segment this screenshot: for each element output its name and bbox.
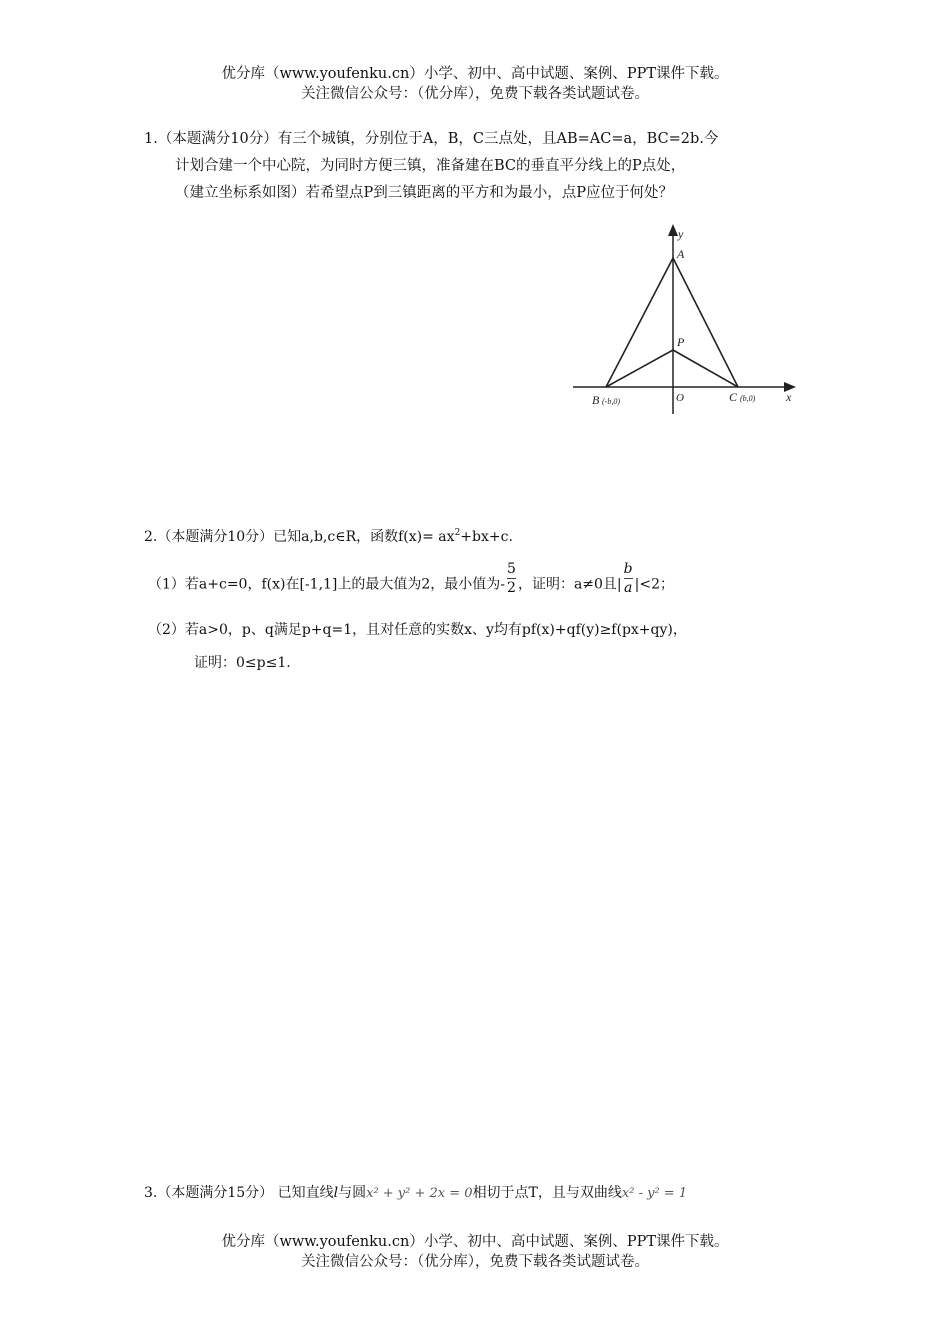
- y-axis-arrow: [668, 224, 678, 236]
- q3-text-a: 3.（本题满分15分） 已知直线: [144, 1185, 334, 1201]
- q2-part1-text-b: ，证明：a≠0且|: [517, 576, 622, 593]
- coordinate-figure: [568, 220, 800, 420]
- fraction-five-halves: [507, 560, 516, 597]
- q2-part1-text-a: （1）若a+c=0，f(x)在[-1,1]上的最大值为2，最小值为-: [148, 576, 506, 593]
- q2-part1-text-c: |<2；: [634, 576, 674, 593]
- fraction-b-over-a: [624, 560, 633, 597]
- label-a: A: [677, 247, 685, 261]
- q1-line-2: 计划合建一个中心院，为同时方便三镇，准备建在BC的垂直平分线上的P点处，: [175, 158, 686, 174]
- header-line-2: 关注微信公众号：（优分库），免费下载各类试题试卷。: [301, 86, 649, 102]
- q2-part-1: [148, 561, 674, 603]
- label-b-coord: (-b,0): [602, 397, 620, 406]
- label-c-coord: (b,0): [740, 394, 756, 403]
- q2-intro: [144, 526, 513, 546]
- q1-line-1: 1.（本题满分10分）有三个城镇，分别位于A，B，C三点处，且AB=AC=a，BC=2b.今: [144, 131, 719, 147]
- frac2-num: b: [623, 561, 633, 577]
- q3-line: [144, 1182, 687, 1202]
- q3-hyperbola-equation: x² - y² = 1: [621, 1186, 688, 1201]
- q3-line-l: l: [333, 1185, 339, 1201]
- label-o: O: [676, 392, 684, 404]
- label-x: x: [786, 390, 792, 404]
- q2-part-2-proof: 证明：0≤p≤1.: [194, 655, 291, 671]
- q3-text-c: 相切于点T，且与双曲线: [472, 1185, 622, 1201]
- q3-text-b: 与圆: [338, 1185, 367, 1201]
- frac-num: 5: [507, 561, 516, 577]
- triangle-diagram: [568, 220, 800, 420]
- frac-den: 2: [507, 580, 516, 596]
- q2-intro-end: +bx+c.: [460, 529, 513, 545]
- footer-line-2: 关注微信公众号：（优分库），免费下载各类试题试卷。: [301, 1254, 649, 1270]
- q3-circle-equation: x² + y² + 2x = 0: [366, 1186, 473, 1201]
- label-p: P: [677, 335, 685, 349]
- footer-line-1: 优分库（www.youfenku.cn）小学、初中、高中试题、案例、PPT课件下载。: [221, 1234, 729, 1250]
- q2-intro-sup: 2: [454, 528, 461, 538]
- label-b: B: [592, 393, 600, 407]
- label-y: y: [678, 227, 684, 241]
- frac2-den: a: [623, 580, 633, 596]
- header-line-1: 优分库（www.youfenku.cn）小学、初中、高中试题、案例、PPT课件下载。: [221, 66, 729, 82]
- q1-line-3: （建立坐标系如图）若希望点P到三镇距离的平方和为最小，点P应位于何处？: [175, 185, 674, 201]
- label-c: C: [729, 390, 738, 404]
- q2-intro-text: 2.（本题满分10分）已知a,b,c∈R，函数f(x)= ax: [144, 529, 455, 545]
- q2-part-2: （2）若a>0，p、q满足p+q=1，且对任意的实数x、y均有pf(x)+qf(y)≥f(px+qy)，: [148, 622, 687, 638]
